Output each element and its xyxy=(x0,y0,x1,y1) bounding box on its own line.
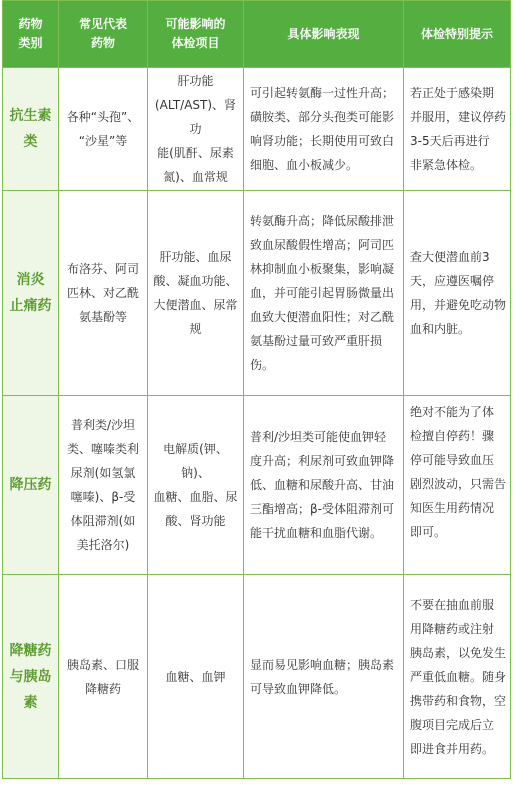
row-items: 血糖、血钾 xyxy=(148,575,244,779)
medication-checkup-table xyxy=(2,0,511,779)
row-tips: 绝对不能为了体 检擅自停药！骤 停可能导致血压 剧烈波动，只需告 知医生用药情况 即可。 xyxy=(404,396,511,575)
row-effects: 显而易见影响血糖；胰岛素 可导致血钾降低。 xyxy=(244,575,404,779)
row-effects: 可引起转氨酶一过性升高； 磺胺类、部分头孢类可能影 响肾功能；长期使用可致白 细胞、血小板减少。 xyxy=(244,68,404,191)
row-tips: 若正处于感染期 并服用，建议停药 3-5天后再进行 非紧急体检。 xyxy=(404,68,511,191)
row-category: 降糖药 与胰岛 素 xyxy=(3,575,59,779)
row-category: 抗生素 类 xyxy=(3,68,59,191)
row-tips: 查大便潜血前3 天，应遵医嘱停 用，并避免吃动物 血和内脏。 xyxy=(404,191,511,396)
table-row xyxy=(3,191,511,396)
header-affected-items: 可能影响的 体检项目 xyxy=(148,1,244,68)
header-drug-category: 药物 类别 xyxy=(3,1,59,68)
row-items: 电解质(钾、钠)、 血糖、血脂、尿 酸、肾功能 xyxy=(148,396,244,575)
row-drugs: 各种“头孢”、 “沙星”等 xyxy=(59,68,148,191)
table-row xyxy=(3,396,511,575)
row-tips: 不要在抽血前服 用降糖药或注射 胰岛素，以免发生 严重低血糖。随身 携带药和食物，空 腹项目完成后立 即进食并用药。 xyxy=(404,575,511,779)
table-header-row xyxy=(3,1,511,68)
row-category: 消炎 止痛药 xyxy=(3,191,59,396)
row-drugs: 布洛芬、阿司 匹林、对乙酰 氨基酚等 xyxy=(59,191,148,396)
table-row xyxy=(3,68,511,191)
header-specific-effects: 具体影响表现 xyxy=(244,1,404,68)
header-checkup-tips: 体检特别提示 xyxy=(404,1,511,68)
row-items: 肝功能 (ALT/AST)、肾功 能(肌酐、尿素 氮)、血常规 xyxy=(148,68,244,191)
row-drugs: 普利类/沙坦 类、噻嗪类利 尿剂(如氢氯 噻嗪)、β-受 体阻滞剂(如 美托洛尔) xyxy=(59,396,148,575)
row-category: 降压药 xyxy=(3,396,59,575)
row-effects: 转氨酶升高；降低尿酸排泄 致血尿酸假性增高；阿司匹 林抑制血小板聚集，影响凝 血，并可能引起胃肠微量出 血致大便潜血阳性；对乙酰 氨基酚过量可致严重肝损 伤。 xyxy=(244,191,404,396)
table-row xyxy=(3,575,511,779)
row-effects: 普利/沙坦类可能使血钾轻 度升高；利尿剂可致血钾降 低、血糖和尿酸升高、甘油 三酯增高；β-受体阻滞剂可 能干扰血糖和血脂代谢。 xyxy=(244,396,404,575)
row-items: 肝功能、血尿 酸、凝血功能、 大便潜血、尿常 规 xyxy=(148,191,244,396)
row-drugs: 胰岛素、口服 降糖药 xyxy=(59,575,148,779)
header-common-drugs: 常见代表 药物 xyxy=(59,1,148,68)
